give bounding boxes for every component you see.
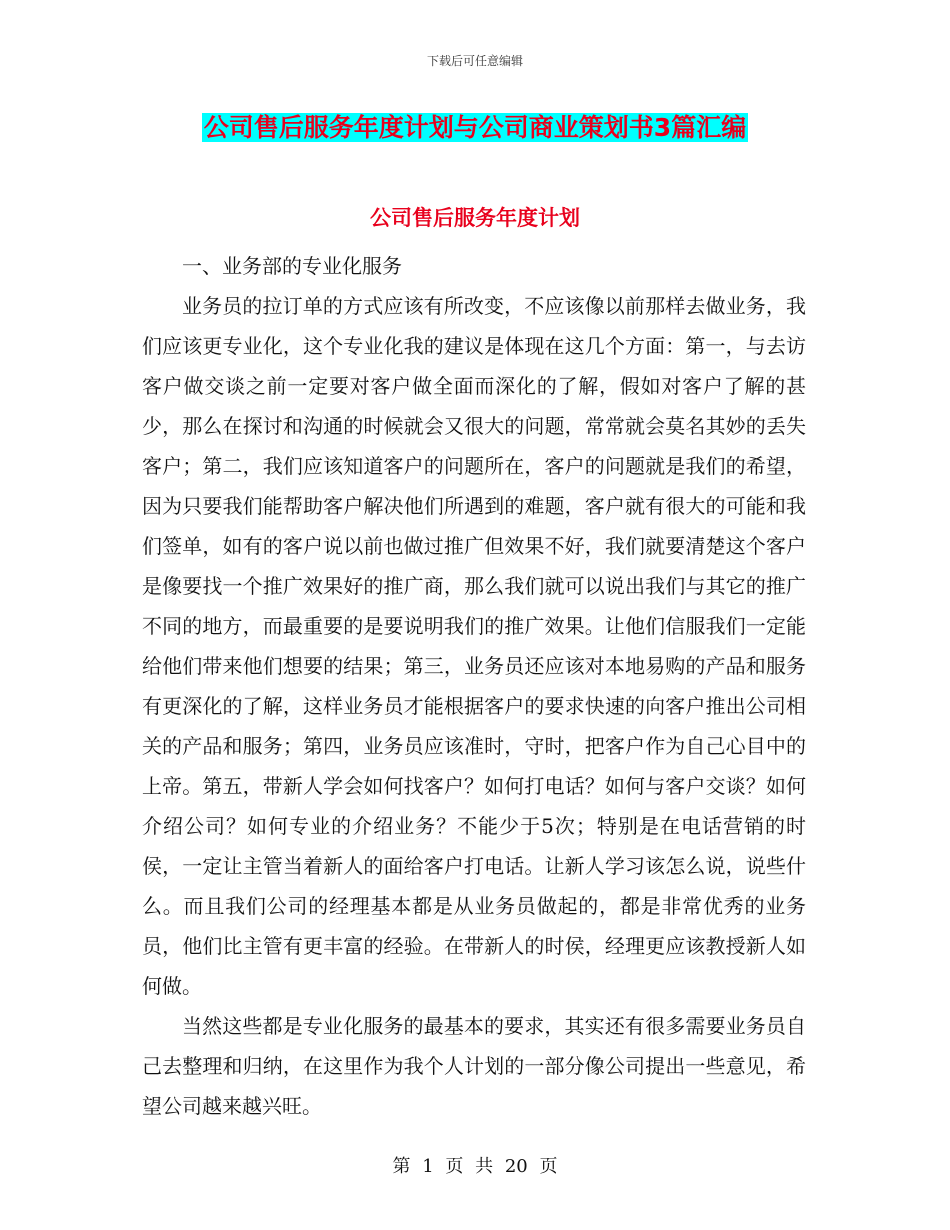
page-header: 下载后可任意编辑 (426, 54, 523, 68)
document-body (142, 246, 806, 1126)
section-heading: 一、业务部的专业化服务 (182, 254, 402, 278)
body-paragraph-2: 当然这些都是专业化服务的最基本的要求，其实还有很多需要业务员自己去整理和归纳，在这里作为我个人计划的一部分像公司提出一些意见，希望公司越来越兴旺。 (142, 1014, 806, 1118)
body-paragraph-1: 业务员的拉订单的方式应该有所改变，不应该像以前那样去做业务，我们应该更专业化，这个专业化我的建议是体现在这几个方面：第一，与去访客户做交谈之前一定要对客户做全面而深化的了解，假如对客户了解的甚少，那么在探讨和沟通的时候就会又很大的问题，常常就会莫名其妙的丢失客户；第二，我们应该知道客户的问题所在，客户的问题就是我们的希望，因为只要我们能帮助客户解决他们所遇到的难题，客户就有很大的可能和我们签单，如有的客户说以前也做过推广但效果不好，我们就要清楚这个客户是像要找一个推广效果好的推广商，那么我们就可以说出我们与其它的推广不同的地方，而最重要的是要说明我们的推广效果。让他们信服我们一定能给他们带来他们想要的结果；第三，业务员还应该对本地易购的产品和服务有更深化的了解，这样业务员才能根据客户的要求快速的向客户推出公司相关的产品和服务；第四，业务员应该准时，守时，把客户作为自己心目中的上帝。第五，带新人学会如何找客户？如何打电话？如何与客户交谈？如何介绍公司？如何专业的介绍业务？不能少于5次；特别是在电话营销的时侯，一定让主管当着新人的面给客户打电话。让新人学习该怎么说，说些什么。而且我们公司的经理基本都是从业务员做起的，都是非常优秀的业务员，他们比主管有更丰富的经验。在带新人的时侯，经理更应该教授新人如何做。 (142, 294, 806, 998)
section-title: 公司售后服务年度计划 (370, 206, 580, 230)
document-title-text: 公司售后服务年度计划与公司商业策划书3篇汇编 (203, 113, 747, 142)
page-footer: 第 1 页 共 20 页 (392, 1156, 558, 1177)
document-title (0, 112, 950, 144)
